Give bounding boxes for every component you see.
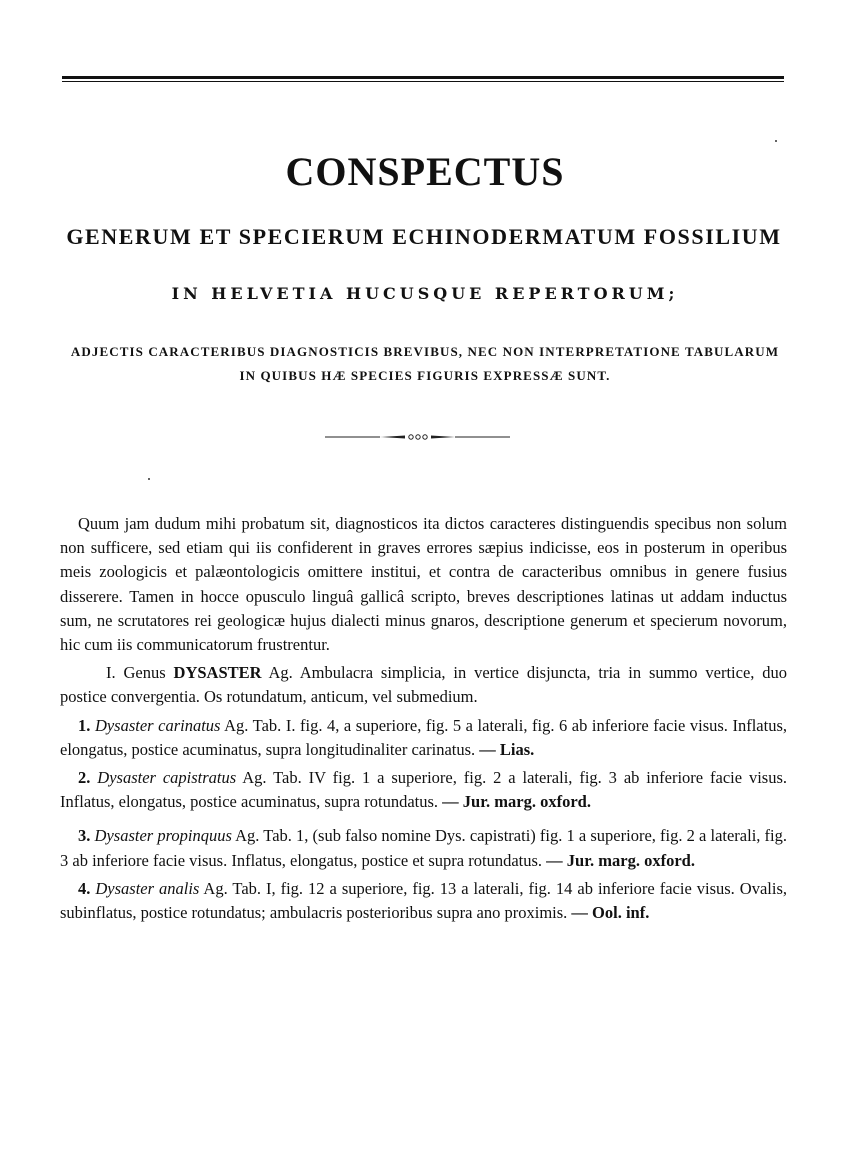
- speck: [775, 140, 777, 142]
- genus-prefix: I. Genus: [106, 663, 166, 683]
- species-entry: [60, 824, 787, 872]
- species-text: Ag. Tab. IV fig. 1 a superiore, fig. 2 a laterali, fig. 3 ab inferiore facie visus. Inflatus, elongatus, postice acuminatus, supra rotundatus.: [60, 768, 788, 812]
- species-number: 1.: [78, 715, 91, 735]
- genus-name: DYSASTER: [173, 663, 262, 683]
- descriptive-heading-line-1: ADJECTIS CARACTERIBUS DIAGNOSTICIS BREVIBUS, NEC NON INTERPRETATIONE TABULARUM: [70, 344, 780, 359]
- descriptive-heading-line-2: IN QUIBUS HÆ SPECIES FIGURIS EXPRESSÆ SUNT.: [239, 368, 611, 383]
- page-subtitle: GENERUM ET SPECIERUM ECHINODERMATUM FOSSILIUM: [66, 224, 782, 249]
- intro-paragraph: Quum jam dudum mihi probatum sit, diagnosticos ita dictos caracteres distinguendis specibus non solum non sufficere, sed etiam qui iis confiderent in graves errores sæpius indicisse, eos in posterum in operibus meis zoologicis et palæontologicis omittere institui, et contra de caracteribus omnibus in genere fusius disserere. Tamen in hocce opusculo linguâ gallicâ scripto, breves descriptiones latinas ut addam inductus sum, ne scrutatores rei geologicæ hujus dialecti minus gnaros, descriptione generum et specierum novorum, hic cum iis communicatorum frustrentur.: [60, 514, 787, 655]
- species-name: Dysaster propinquus: [94, 826, 232, 846]
- species-name: Dysaster carinatus: [94, 715, 221, 735]
- descriptive-heading: [60, 340, 790, 388]
- species-locality: — Jur. marg. oxford.: [442, 792, 591, 812]
- species-text: Ag. Tab. I, fig. 12 a superiore, fig. 13 a laterali, fig. 14 ab inferiore facie visus. Ovalis, subinflatus, postice rotundatus; ambulacris posterioribus supra ano proximis.: [60, 878, 787, 923]
- gothic-subheading: IN HELVETIA HUCUSQUE REPERTORUM;: [171, 284, 679, 303]
- top-rule: [62, 76, 784, 82]
- ornament-divider: [325, 430, 510, 444]
- species-entry: [60, 714, 787, 762]
- species-locality: — Ool. inf.: [571, 903, 650, 923]
- genus-description: Ag. Ambulacra simplicia, in vertice disjuncta, tria in summo vertice, duo postice convergentia. Os rotundatum, anticum, vel submedium.: [60, 663, 788, 707]
- species-text: Ag. Tab. 1, (sub falso nomine Dys. capistrati) fig. 1 a superiore, fig. 2 a laterali, fig. 3 ab inferiore facie visus. Inflatus, elongatus, postice et supra rotundatus.: [60, 826, 788, 870]
- species-number: 2.: [78, 768, 91, 788]
- species-name: Dysaster capistratus: [97, 768, 237, 788]
- species-locality: — Lias.: [479, 739, 535, 759]
- genus-paragraph: [60, 661, 787, 709]
- species-entry: [60, 766, 787, 814]
- page-title: CONSPECTUS: [285, 149, 565, 194]
- species-number: 3.: [78, 826, 91, 846]
- species-number: 4.: [78, 878, 91, 898]
- species-name: Dysaster analis: [95, 878, 200, 898]
- species-text: Ag. Tab. I. fig. 4, a superiore, fig. 5 a laterali, fig. 6 ab inferiore facie visus. Inflatus, elongatus, postice acuminatus, supra longitudinaliter carinatus.: [60, 715, 788, 759]
- main-text: [60, 512, 787, 929]
- speck: [148, 478, 150, 480]
- species-entry: [60, 877, 787, 925]
- species-locality: — Jur. marg. oxford.: [546, 850, 695, 870]
